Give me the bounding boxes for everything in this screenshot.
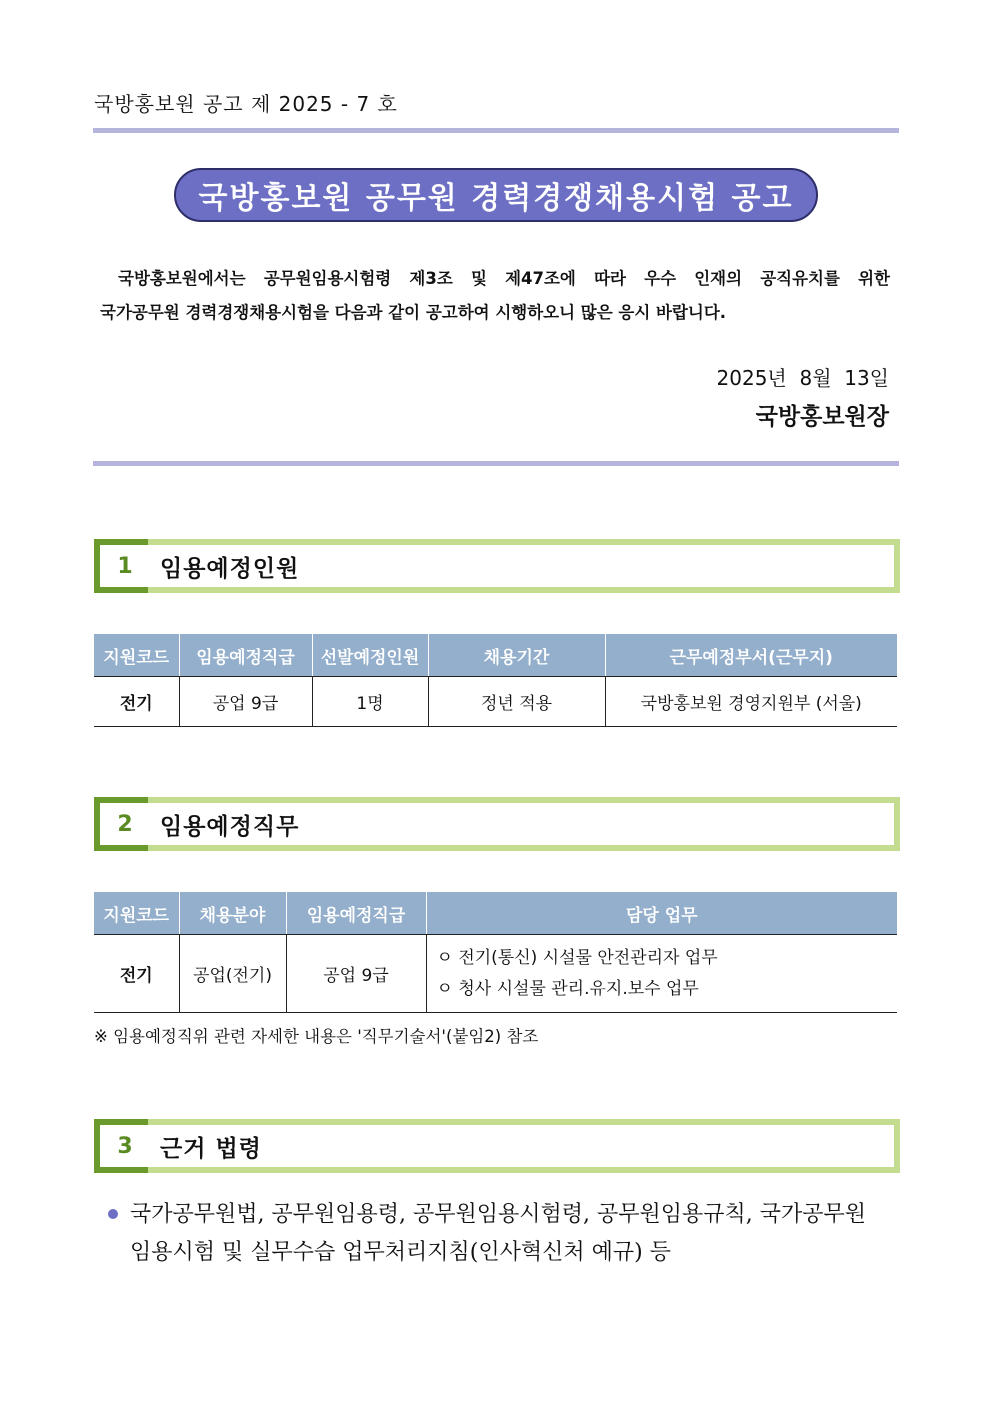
title-banner (174, 168, 818, 222)
table-row (94, 935, 897, 1013)
section-number: 3 (117, 1133, 133, 1159)
section-title: 임용예정인원 (160, 555, 300, 582)
legal-basis-line-1: 국가공무원법, 공무원임용령, 공무원임용시험령, 공무원임용규칙, 국가공무원 (130, 1202, 867, 1227)
table-header-cell: 선발예정인원 (312, 634, 428, 677)
duties-cell (426, 935, 897, 1013)
table-header-cell: 임용예정직급 (179, 634, 312, 677)
table-cell: 공업(전기) (179, 935, 286, 1013)
section-header-1 (94, 539, 900, 593)
table-header-row (94, 634, 897, 677)
section-header-2 (94, 797, 900, 851)
table-header-cell: 채용기간 (428, 634, 605, 677)
duties-note: ※ 임용예정직위 관련 자세한 내용은 '직무기술서'(붙임2) 참조 (94, 1027, 539, 1046)
table-header-cell: 채용분야 (179, 892, 286, 935)
table-header-cell: 임용예정직급 (286, 892, 426, 935)
legal-basis-item (108, 1196, 900, 1272)
legal-basis-line-2: 임용시험 및 실무수습 업무처리지침(인사혁신처 예규) 등 (130, 1240, 671, 1265)
table-cell: 1명 (312, 677, 428, 727)
section-title: 임용예정직무 (160, 813, 300, 840)
staffing-table (94, 634, 897, 727)
table-cell: 정년 적용 (428, 677, 605, 727)
table-cell: 전기 (94, 935, 179, 1013)
table-row (94, 677, 897, 727)
duties-table (94, 892, 897, 1013)
table-cell: 공업 9급 (179, 677, 312, 727)
table-cell: 공업 9급 (286, 935, 426, 1013)
table-cell: 국방홍보원 경영지원부 (서울) (605, 677, 897, 727)
notice-number: 국방홍보원 공고 제 2025 - 7 호 (94, 92, 398, 116)
section-title: 근거 법령 (160, 1135, 262, 1162)
table-header-cell: 지원코드 (94, 892, 179, 935)
page-title: 국방홍보원 공무원 경력경쟁채용시험 공고 (198, 181, 794, 216)
table-header-cell: 근무예정부서(근무지) (605, 634, 897, 677)
duty-item: ㅇ 청사 시설물 관리.유지.보수 업무 (436, 978, 699, 999)
table-cell: 전기 (94, 677, 179, 727)
table-header-row (94, 892, 897, 935)
table-header-cell: 담당 업무 (426, 892, 897, 935)
bullet-icon (108, 1209, 118, 1219)
announcement-date: 2025년 8월 13일 (716, 366, 889, 390)
intro-line-2: 국가공무원 경력경쟁채용시험을 다음과 같이 공고하여 시행하오니 많은 응시 바랍니다. (100, 303, 727, 322)
section-header-3 (94, 1119, 900, 1173)
table-header-cell: 지원코드 (94, 634, 179, 677)
top-divider (93, 128, 899, 133)
intro-paragraph (100, 262, 890, 330)
section-number: 2 (117, 811, 133, 837)
section-number: 1 (117, 553, 133, 579)
duty-item: ㅇ 전기(통신) 시설물 안전관리자 업무 (436, 947, 718, 968)
middle-divider (93, 461, 899, 466)
intro-line-1: 국방홍보원에서는 공무원임용시험령 제3조 및 제47조에 따라 우수 인재의 공직유치를 위한 (118, 269, 890, 288)
signature: 국방홍보원장 (755, 403, 889, 430)
